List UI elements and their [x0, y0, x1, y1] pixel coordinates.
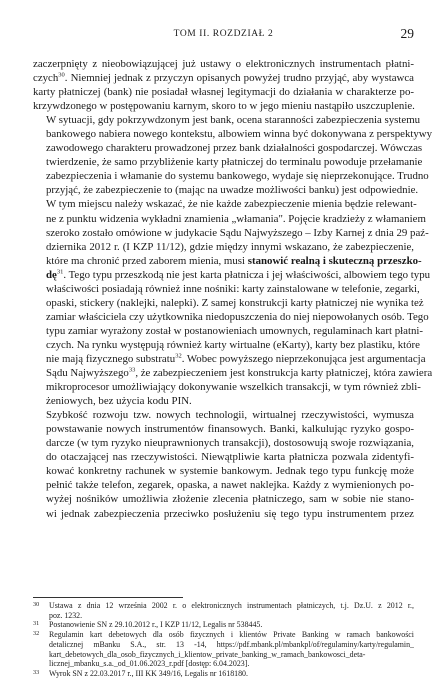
footnote-number: 30	[33, 601, 40, 608]
text-line: żeniowych, bez użycia kodu PIN.	[46, 395, 192, 408]
text-line: powstawanie nowych instrumentów finansowych. Banki, kalkulując ryzyko gospo-	[46, 423, 414, 436]
footnote-separator	[33, 597, 183, 598]
text-line: czych$^{30}$. Niemniej jednak z przyczyn opisanych powyżej trudno przyjąć, aby wystawca	[33, 71, 414, 85]
running-title: TOM II. ROZDZIAŁ 2	[173, 29, 274, 39]
footnote-ref[interactable]: 31	[56, 268, 64, 276]
text-line: twierdzenie, że samo przybliżenie karty płatniczej do terminalu powoduje przełamanie	[46, 156, 423, 169]
paragraph	[33, 57, 414, 113]
text-line: karty płatniczej (bank) nie posiadał własnej legitymacji do działania w charakterze po-	[33, 86, 414, 99]
text-line: zamiar właściciela czy użytkownika niedopuszczenia do niej niepowołanych osób. Tego	[46, 310, 429, 323]
footnote-line: poz. 1232.	[49, 610, 83, 620]
text-line: $dę^{31}$. Tego typu przeszkodą nie jest karta płatnicza i jej właściwości, albowiem tego typu	[46, 268, 431, 281]
text-line: W sytuacji, gdy pokrzywdzonym jest bank, ocena staranności zabezpieczenia systemu	[46, 114, 421, 127]
footnote	[33, 620, 414, 630]
footnote-text	[49, 630, 414, 669]
text-line: do otaczającej nas rzeczywistości. Niewątpliwie karta płatnicza pozwala zidentyfi-	[46, 451, 414, 464]
text-line: krzywdzonego w postępowaniu karnym, skoro to w jego mieniu nastąpiło uszczuplenie.	[33, 100, 415, 113]
text-line: szeroko zostało omówione w judykacie Sądu Najwyższego – Izby Karnej z dnia 29 paź-	[46, 226, 429, 239]
text-line: przyjąć, że zabezpieczenie to (mając na uwadze możliwości banku) jest odpowiednie.	[46, 184, 419, 197]
footnote-line: detalicznej mBanku S.A., str. 13 -14, https://pdf.mbank.pl/mbankpl/of/regulaminy/karty/regulamin_	[49, 639, 414, 649]
footnote-line: Regulamin kart debetowych dla osób fizycznych i klientów Private Banking w ramach bankowości	[49, 630, 414, 640]
footnote	[33, 601, 414, 620]
text-line: typu zamiar wyrażony został w postanowieniach umownych, regulaminach kart płatni-	[46, 324, 424, 337]
text-line: właściwości posiadają również inne nośniki: karty zainstalowane w telefonie, zegarki,	[46, 282, 420, 295]
text-line: zaczerpnięty z nieobowiązującej już ustawy o elektronicznych instrumentach płatni-	[33, 58, 414, 70]
page-number: 29	[400, 26, 414, 41]
text-line: bankowego nabiera nowego kontekstu, albowiem winna być dokonywana z perspektywy	[46, 128, 433, 141]
footnote-line: Wyrok SN z 22.03.2017 r., III KK 349/16, Legalis nr 1618180.	[49, 668, 248, 678]
footnote-number: 32	[33, 630, 40, 638]
footnote-line: licznej_mbanku_s.a._od_01.06.2023_r.pdf [dostęp: 6.04.2023].	[49, 659, 250, 669]
paragraph	[33, 197, 433, 408]
footnote-ref[interactable]: 32	[175, 352, 182, 360]
main-text	[33, 57, 433, 521]
footnote-text	[49, 620, 414, 630]
text-line: Szybkość rozwoju tzw. nowych technologii, wirtualnej rzeczywistości, wymusza	[46, 409, 414, 422]
text-line: W tym miejscu należy wskazać, że nie każde zabezpieczenie mienia będzie relewant-	[46, 198, 417, 211]
footnote	[33, 669, 414, 679]
text-line: które ma chronić przed zaborem mienia, musi stanowić realną i skuteczną przeszko-	[46, 254, 422, 267]
paragraph	[33, 113, 433, 197]
text-line: wyżej nośników umożliwia złożenie zlecenia płatniczego, sam w sobie nie stano-	[46, 493, 414, 506]
footnote-number: 31	[33, 620, 40, 628]
text-line: mikroprocesor umożliwiający dokonywanie wszelkich transakcji, w tym również zbli-	[46, 381, 421, 394]
footnote	[33, 630, 414, 669]
text-line: ne z punktu widzenia wykładni znamienia „włamania". Pojęcie kradzieży z włamaniem	[46, 212, 426, 225]
page-header	[33, 26, 414, 46]
text-line: opaski, stickery (naklejki, nalepki). Z samej konstrukcji karty płatniczej nie wynika też	[46, 296, 424, 309]
footnote-line: kart_debetowych_dla_osob_fizycznych_i_klientow_private_banking_w_ramach_bankowosci_deta-	[49, 649, 366, 659]
text-line: zabezpieczenia i włamanie do systemu bankowego, wydaje się nieprzekonujące. Trudno	[46, 170, 429, 183]
footnote-line: Postanowienie SN z 29.10.2012 r., I KZP 11/12, Legalis nr 538445.	[49, 620, 263, 630]
text-line: nie mają fizycznego substratu$^{32}$. Wobec powyższego nieprzekonująca jest argumentacja	[46, 352, 426, 365]
footnote-number: 33	[33, 668, 40, 676]
footnote-line: Ustawa z dnia 12 września 2002 r. o elektronicznych instrumentach płatniczych, t.j. Dz.U. z 2012 r.,	[49, 601, 414, 610]
paragraph	[33, 408, 414, 520]
text-line: darcze (w tym ryzyko nieuprawnionych transakcji), dostosowują swoje rozwiązania,	[46, 437, 414, 450]
text-line: czych. Na rynku występują również karty wirtualne (eKarty), karty bez plastiku, które	[46, 338, 420, 351]
text-line: pełnić także telefon, zegarek, opaska, a nawet naklejka. Każdy z wymienionych po-	[46, 479, 414, 492]
footnote-text	[49, 669, 414, 679]
footnote-text	[49, 601, 414, 620]
text-line: Sądu Najwyższego$^{33}$, że zabezpieczeniem jest konstrukcja karty płatniczej, która zawiera	[46, 366, 433, 380]
footnote-ref[interactable]: 30	[58, 71, 65, 79]
text-line: zawodowego charakteru prowadzonej przez bank działalności gospodarczej. Wówczas	[46, 142, 423, 155]
text-line: dziernika 2012 r. (I KZP 11/12), gdzie między innymi wskazano, że zabezpieczenie,	[46, 240, 414, 253]
text-line: kować konkretny rachunek w systemie bankowym. Jednak tego typu funkcję może	[46, 465, 414, 478]
footnotes	[33, 601, 414, 679]
footnote-ref[interactable]: 33	[128, 366, 136, 374]
text-line: wi jednak zabezpieczenia przeciwko posłużeniu się tego typu instrumentem przez	[46, 507, 414, 520]
